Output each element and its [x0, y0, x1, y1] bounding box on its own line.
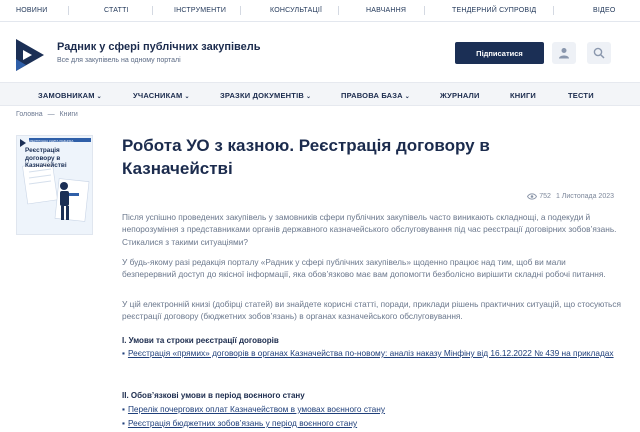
top-link-tools[interactable]: ІНСТРУМЕНТИ	[174, 7, 227, 14]
nav-item-tests[interactable]	[568, 91, 594, 100]
publish-date: 1 Листопада 2023	[555, 193, 614, 200]
list-item	[122, 348, 622, 360]
breadcrumb-home[interactable]: Головна	[16, 111, 43, 118]
top-link-tender-support[interactable]: ТЕНДЕРНИЙ СУПРОВІД	[452, 7, 537, 14]
chevron-down-icon: ⌄	[96, 94, 102, 100]
breadcrumb-books[interactable]: Книги	[59, 111, 78, 118]
nav-label: УЧАСНИКАМ	[133, 91, 183, 100]
main-nav	[0, 82, 640, 106]
nav-label: ТЕСТИ	[568, 91, 594, 100]
section-heading: II. Обов’язкові умови в період воєнного стану	[122, 391, 305, 400]
nav-label: ЗРАЗКИ ДОКУМЕНТІВ	[220, 91, 304, 100]
bullet-icon: ▪	[122, 404, 125, 414]
divider	[553, 6, 554, 15]
search-icon	[593, 47, 605, 59]
cover-title: Реєстрація договору в Казначействі	[25, 147, 67, 170]
top-link-articles[interactable]: СТАТТІ	[104, 7, 129, 14]
subscribe-button[interactable]: Підписатися	[455, 42, 544, 64]
top-link-training[interactable]: НАВЧАННЯ	[366, 7, 407, 14]
chevron-down-icon: ⌄	[305, 94, 312, 100]
bullet-icon: ▪	[122, 418, 125, 428]
article-paragraph: У цій електронній книзі (добірці статей) ви знайдете корисні статті, поради, приклади рішень практичних ситуацій, що стосуються реєстрації договору (бюджетних зобов’язань) в органах казначейського обслуговування.	[122, 299, 621, 322]
article-link[interactable]: Реєстрація «прямих» договорів в органах Казначейства по-новому: аналіз наказу Мінфіну від 16.12.2022 № 439 на прикладах	[127, 348, 614, 358]
eye-icon	[527, 193, 537, 200]
nav-item-journals[interactable]	[440, 91, 480, 100]
page-title: Робота УО з казною. Реєстрація договору в Казначействі	[122, 136, 490, 178]
divider	[240, 6, 241, 15]
article-paragraph: Після успішно проведених закупівель у замовників сфери публічних закупівель часто виникають складнощі, а подекуди й непорозуміння з представниками органів державного казначейського обслуговування під час реєстрації договірних зобов’язань. Стикалися з такими ситуаціями?	[122, 212, 617, 247]
site-tagline: Все для закупівель на одному порталі	[57, 57, 181, 64]
bullet-icon: ▪	[122, 348, 125, 358]
site-title[interactable]: Радник у сфері публічних закупівель	[57, 41, 261, 53]
user-button[interactable]	[552, 42, 576, 64]
nav-label: ЗАМОВНИКАМ	[38, 91, 95, 100]
top-link-video[interactable]: ВІДЕО	[593, 7, 616, 14]
chevron-down-icon: ⌄	[184, 94, 190, 100]
view-count: 752	[539, 193, 551, 200]
nav-label: КНИГИ	[510, 91, 537, 100]
search-button[interactable]	[587, 42, 611, 64]
nav-label: ПРАВОВА БАЗА	[341, 91, 403, 100]
divider	[424, 6, 425, 15]
nav-item-books[interactable]	[510, 91, 536, 100]
nav-item-legal-base[interactable]	[341, 91, 410, 100]
chevron-down-icon: ⌄	[404, 94, 411, 100]
top-link-news[interactable]: НОВИНИ	[16, 7, 48, 14]
nav-item-customers[interactable]	[38, 91, 102, 100]
divider	[68, 6, 69, 15]
article-link[interactable]: Перелік почергових оплат Казначейством в умовах воєнного стану	[127, 404, 386, 414]
site-header	[0, 22, 640, 82]
list-item	[122, 418, 622, 430]
top-link-consultations[interactable]: КОНСУЛЬТАЦІЇ	[270, 7, 323, 14]
article-link[interactable]: Реєстрація бюджетних зобов’язань у період воєнного стану	[127, 418, 358, 428]
logo-icon[interactable]	[14, 37, 46, 73]
nav-item-document-samples[interactable]	[220, 91, 311, 100]
user-icon	[558, 47, 570, 59]
breadcrumb	[16, 111, 81, 118]
breadcrumb-separator: —	[47, 111, 55, 118]
section-heading: I. Умови та строки реєстрації договорів	[122, 336, 279, 345]
book-cover-image	[16, 135, 93, 235]
article-paragraph: У будь-якому разі редакція порталу «Радник у сфері публічних закупівель» щоденно працює над тим, щоб ви мали безперервний доступ до якісної інформації, яка обов’язково має вам допомогти безболісно вирішити складні робочі питання.	[122, 257, 606, 280]
top-link-bar	[0, 0, 640, 22]
divider	[152, 6, 153, 15]
nav-item-participants[interactable]	[133, 91, 190, 100]
article-meta	[527, 193, 614, 200]
list-item	[122, 404, 622, 416]
divider	[338, 6, 339, 15]
nav-label: ЖУРНАЛИ	[440, 91, 480, 100]
cover-badge: ЕЛЕКТРОННА КНИГА РАДНИКА	[28, 139, 74, 143]
